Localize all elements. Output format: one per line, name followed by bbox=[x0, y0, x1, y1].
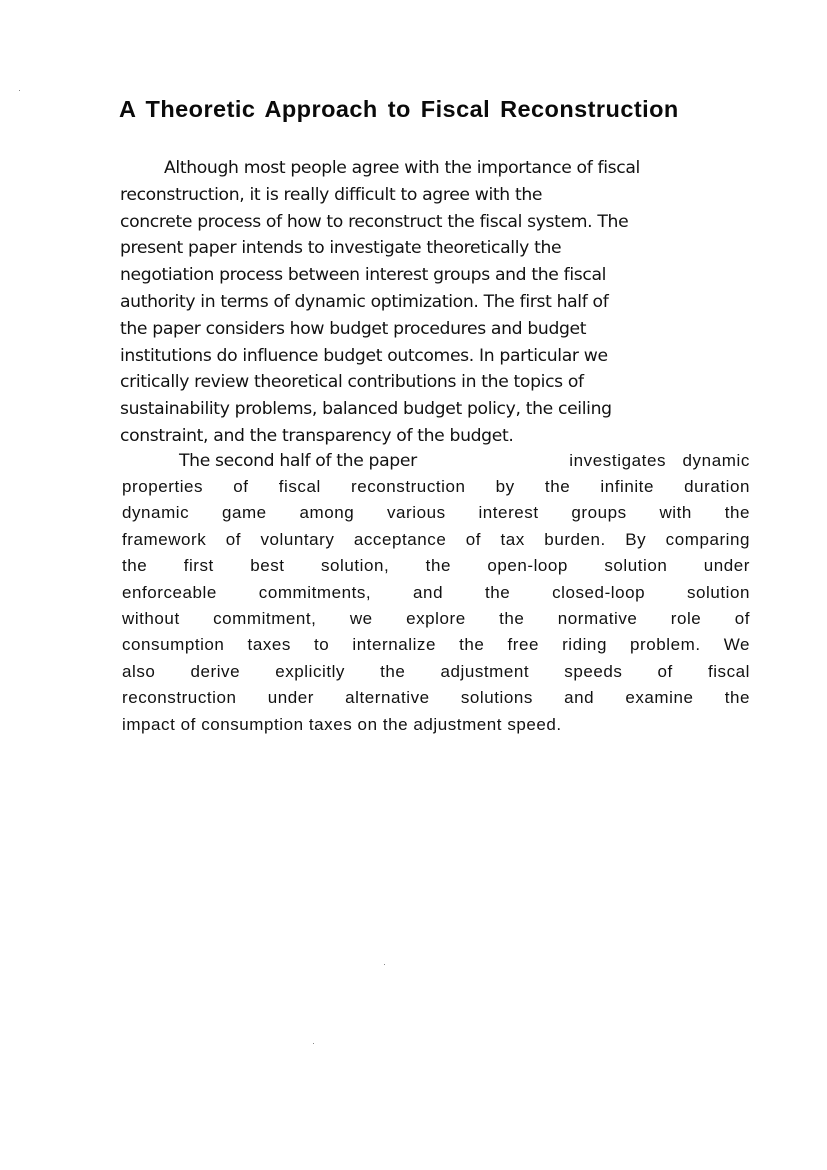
paragraph-line: impact of consumption taxes on the adjustment speed. bbox=[122, 714, 562, 734]
paragraph-line: enforceable commitments, and the closed-loop solution bbox=[122, 582, 750, 602]
paragraph-line: authority in terms of dynamic optimization. The first half of bbox=[120, 291, 609, 312]
abstract-paragraph-2 bbox=[122, 474, 750, 738]
paragraph-line: also derive explicitly the adjustment speeds of fiscal bbox=[122, 661, 750, 681]
paragraph-line: properties of fiscal reconstruction by the infinite duration bbox=[122, 477, 750, 496]
paragraph-line: present paper intends to investigate theoretically the bbox=[120, 238, 562, 259]
abstract-paragraph-1 bbox=[120, 155, 720, 450]
paragraph-line: sustainability problems, balanced budget policy, the ceiling bbox=[120, 399, 612, 420]
paragraph-line: the first best solution, the open-loop solution under bbox=[122, 556, 750, 576]
paragraph-line: without commitment, we explore the normative role of bbox=[122, 608, 750, 628]
paragraph-line: reconstruction under alternative solutions and examine the bbox=[122, 688, 750, 708]
paragraph-line: constraint, and the transparency of the budget. bbox=[120, 425, 514, 446]
paragraph-line: negotiation process between interest groups and the fiscal bbox=[120, 265, 607, 286]
paragraph-line: reconstruction, it is really difficult to agree with the bbox=[120, 184, 543, 205]
paragraph-line: institutions do influence budget outcomes. In particular we bbox=[120, 345, 608, 366]
paper-title: A Theoretic Approach to Fiscal Reconstruction bbox=[119, 96, 679, 122]
abstract-paragraph-2-first-line bbox=[122, 448, 750, 474]
paragraph-line: dynamic game among various interest groups with the bbox=[122, 503, 750, 523]
scan-speck bbox=[313, 1043, 314, 1044]
paragraph-line: critically review theoretical contributions in the topics of bbox=[120, 372, 584, 393]
paragraph-line: Although most people agree with the importance of fiscal bbox=[164, 158, 640, 178]
paragraph-line: the paper considers how budget procedures and budget bbox=[120, 318, 587, 339]
scan-speck bbox=[19, 90, 20, 91]
paragraph-line: framework of voluntary acceptance of tax burden. By comparing bbox=[122, 529, 750, 549]
scan-speck bbox=[384, 964, 385, 965]
paragraph-line: consumption taxes to internalize the free riding problem. We bbox=[122, 635, 750, 655]
paragraph-line: concrete process of how to reconstruct the fiscal system. The bbox=[120, 211, 629, 232]
paragraph-line-rest: investigates dynamic bbox=[569, 451, 750, 470]
paragraph-line-lead: The second half of the paper bbox=[179, 451, 417, 471]
